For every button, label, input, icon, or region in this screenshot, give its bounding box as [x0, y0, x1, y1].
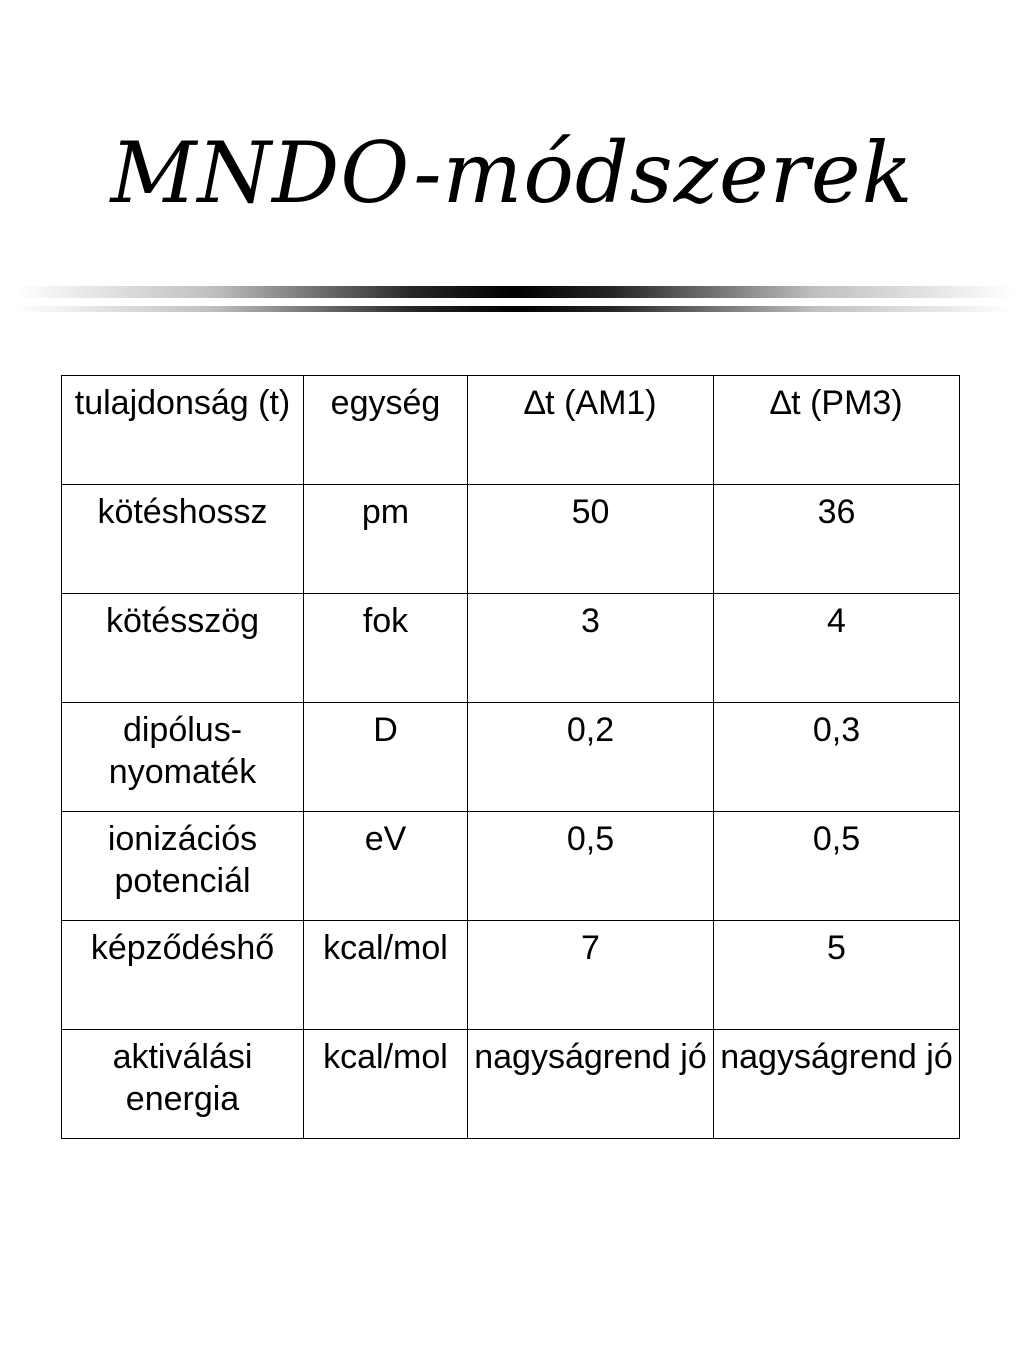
- cell-pm3: 4: [714, 594, 960, 703]
- cell-property: képződéshő: [62, 921, 304, 1030]
- cell-property: kötésszög: [62, 594, 304, 703]
- cell-property: aktiválási energia: [62, 1030, 304, 1139]
- title-divider-bottom: [14, 306, 1014, 312]
- slide-title: MNDO-módszerek: [110, 124, 914, 222]
- cell-am1: 50: [468, 485, 714, 594]
- cell-unit: eV: [304, 812, 468, 921]
- cell-unit: fok: [304, 594, 468, 703]
- cell-pm3: 5: [714, 921, 960, 1030]
- table-row: [62, 921, 960, 1030]
- cell-am1: 7: [468, 921, 714, 1030]
- cell-pm3: 36: [714, 485, 960, 594]
- cell-property: dipólus-nyomaték: [62, 703, 304, 812]
- cell-unit: kcal/mol: [304, 1030, 468, 1139]
- cell-am1: 0,5: [468, 812, 714, 921]
- cell-unit: pm: [304, 485, 468, 594]
- table-row: [62, 1030, 960, 1139]
- table-row: [62, 485, 960, 594]
- header-am1: ∆t (AM1): [468, 376, 714, 485]
- cell-am1: 3: [468, 594, 714, 703]
- header-unit: egység: [304, 376, 468, 485]
- cell-property: ionizációs potenciál: [62, 812, 304, 921]
- cell-pm3: 0,3: [714, 703, 960, 812]
- cell-am1: nagyságrend jó: [468, 1030, 714, 1139]
- cell-pm3: nagyságrend jó: [714, 1030, 960, 1139]
- cell-unit: D: [304, 703, 468, 812]
- table-row: [62, 594, 960, 703]
- cell-property: kötéshossz: [62, 485, 304, 594]
- cell-pm3: 0,5: [714, 812, 960, 921]
- properties-table: [61, 375, 960, 1139]
- cell-am1: 0,2: [468, 703, 714, 812]
- cell-unit: kcal/mol: [304, 921, 468, 1030]
- table-row: [62, 703, 960, 812]
- title-divider-top: [14, 286, 1014, 298]
- table-header-row: [62, 376, 960, 485]
- header-pm3: ∆t (PM3): [714, 376, 960, 485]
- table-row: [62, 812, 960, 921]
- header-property: tulajdonság (t): [62, 376, 304, 485]
